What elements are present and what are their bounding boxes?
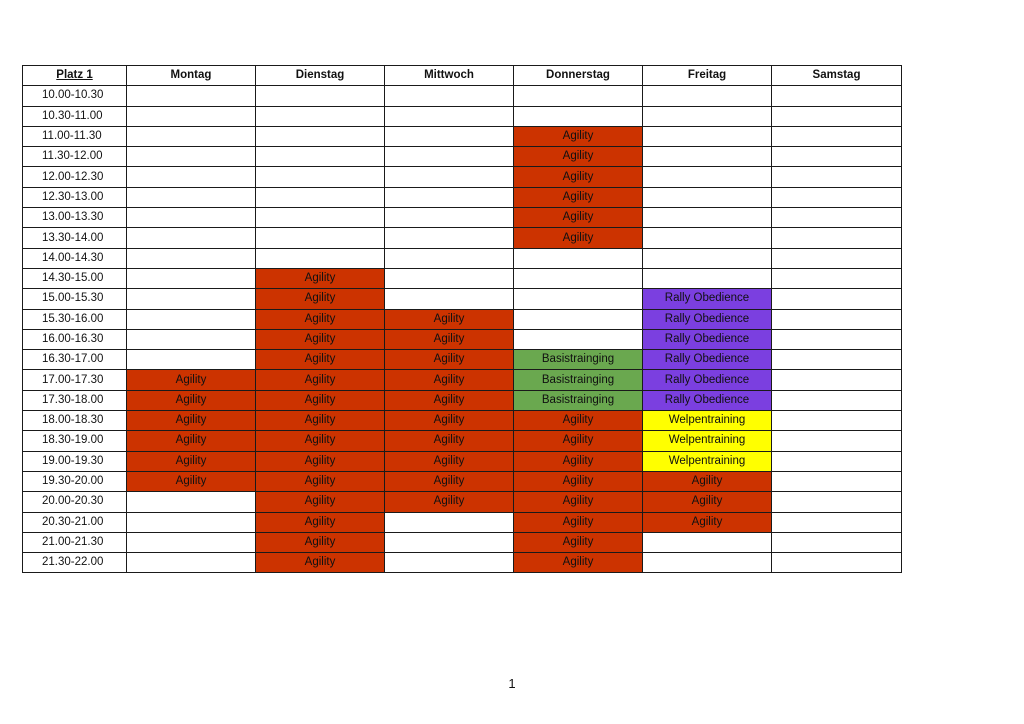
empty-cell [127, 147, 256, 167]
empty-cell [256, 208, 385, 228]
day-header-monday: Montag [127, 66, 256, 86]
empty-cell [514, 248, 643, 268]
table-row [23, 553, 902, 573]
activity-cell: Agility [127, 431, 256, 451]
table-row [23, 411, 902, 431]
time-slot: 21.30-22.00 [23, 553, 127, 573]
table-row [23, 228, 902, 248]
empty-cell [772, 147, 902, 167]
empty-cell [256, 86, 385, 106]
activity-cell: Agility [256, 268, 385, 288]
time-slot: 15.00-15.30 [23, 289, 127, 309]
activity-cell: Agility [385, 431, 514, 451]
activity-cell: Agility [514, 471, 643, 491]
empty-cell [643, 167, 772, 187]
empty-cell [772, 228, 902, 248]
activity-cell: Agility [256, 370, 385, 390]
empty-cell [772, 187, 902, 207]
activity-cell: Agility [514, 126, 643, 146]
activity-cell: Agility [256, 309, 385, 329]
activity-cell: Agility [127, 390, 256, 410]
time-slot: 12.00-12.30 [23, 167, 127, 187]
time-slot: 14.30-15.00 [23, 268, 127, 288]
empty-cell [772, 248, 902, 268]
time-slot: 18.00-18.30 [23, 411, 127, 431]
empty-cell [772, 309, 902, 329]
table-row [23, 431, 902, 451]
table-row [23, 350, 902, 370]
empty-cell [772, 492, 902, 512]
activity-cell: Agility [514, 553, 643, 573]
table-row [23, 512, 902, 532]
empty-cell [772, 208, 902, 228]
activity-cell: Agility [514, 451, 643, 471]
empty-cell [643, 208, 772, 228]
time-slot: 14.00-14.30 [23, 248, 127, 268]
table-row [23, 370, 902, 390]
empty-cell [772, 329, 902, 349]
activity-cell: Agility [256, 553, 385, 573]
empty-cell [772, 126, 902, 146]
time-slot: 11.00-11.30 [23, 126, 127, 146]
empty-cell [385, 167, 514, 187]
activity-cell: Agility [385, 329, 514, 349]
day-header-friday: Freitag [643, 66, 772, 86]
empty-cell [127, 329, 256, 349]
empty-cell [385, 532, 514, 552]
table-row [23, 167, 902, 187]
empty-cell [127, 350, 256, 370]
empty-cell [127, 532, 256, 552]
activity-cell: Basistrainging [514, 370, 643, 390]
activity-cell: Agility [256, 289, 385, 309]
table-row [23, 309, 902, 329]
activity-cell: Agility [514, 187, 643, 207]
activity-cell: Rally Obedience [643, 309, 772, 329]
table-row [23, 390, 902, 410]
time-slot: 19.00-19.30 [23, 451, 127, 471]
activity-cell: Agility [256, 329, 385, 349]
empty-cell [643, 187, 772, 207]
header-row [23, 66, 902, 86]
empty-cell [643, 268, 772, 288]
empty-cell [385, 106, 514, 126]
activity-cell: Agility [514, 167, 643, 187]
time-slot: 11.30-12.00 [23, 147, 127, 167]
activity-cell: Agility [514, 208, 643, 228]
activity-cell: Agility [127, 411, 256, 431]
activity-cell: Rally Obedience [643, 390, 772, 410]
empty-cell [643, 532, 772, 552]
activity-cell: Agility [256, 492, 385, 512]
activity-cell: Agility [643, 492, 772, 512]
empty-cell [127, 248, 256, 268]
table-row [23, 451, 902, 471]
activity-cell: Agility [385, 471, 514, 491]
day-header-tuesday: Dienstag [256, 66, 385, 86]
empty-cell [514, 86, 643, 106]
time-slot: 17.30-18.00 [23, 390, 127, 410]
day-header-saturday: Samstag [772, 66, 902, 86]
empty-cell [127, 228, 256, 248]
empty-cell [772, 350, 902, 370]
empty-cell [385, 187, 514, 207]
activity-cell: Rally Obedience [643, 289, 772, 309]
empty-cell [385, 248, 514, 268]
table-row [23, 106, 902, 126]
empty-cell [514, 289, 643, 309]
activity-cell: Agility [514, 228, 643, 248]
empty-cell [127, 187, 256, 207]
empty-cell [385, 126, 514, 146]
empty-cell [772, 390, 902, 410]
empty-cell [127, 106, 256, 126]
table-row [23, 208, 902, 228]
empty-cell [514, 268, 643, 288]
empty-cell [385, 289, 514, 309]
activity-cell: Agility [385, 350, 514, 370]
empty-cell [772, 268, 902, 288]
time-slot: 10.00-10.30 [23, 86, 127, 106]
table-row [23, 471, 902, 491]
empty-cell [256, 167, 385, 187]
empty-cell [385, 86, 514, 106]
empty-cell [385, 147, 514, 167]
empty-cell [256, 248, 385, 268]
activity-cell: Agility [385, 411, 514, 431]
page-number: 1 [508, 676, 516, 691]
empty-cell [772, 451, 902, 471]
empty-cell [127, 492, 256, 512]
activity-cell: Agility [514, 492, 643, 512]
activity-cell: Rally Obedience [643, 370, 772, 390]
empty-cell [772, 167, 902, 187]
activity-cell: Basistrainging [514, 350, 643, 370]
activity-cell: Agility [256, 411, 385, 431]
time-slot: 18.30-19.00 [23, 431, 127, 451]
activity-cell: Agility [514, 147, 643, 167]
empty-cell [127, 268, 256, 288]
activity-cell: Agility [385, 492, 514, 512]
activity-cell: Basistrainging [514, 390, 643, 410]
schedule-body [23, 86, 902, 573]
activity-cell: Agility [514, 512, 643, 532]
activity-cell: Agility [256, 451, 385, 471]
activity-cell: Agility [643, 471, 772, 491]
table-row [23, 289, 902, 309]
day-header-wednesday: Mittwoch [385, 66, 514, 86]
activity-cell: Agility [256, 532, 385, 552]
activity-cell: Agility [514, 431, 643, 451]
time-slot: 17.00-17.30 [23, 370, 127, 390]
empty-cell [385, 512, 514, 532]
empty-cell [772, 471, 902, 491]
empty-cell [256, 126, 385, 146]
empty-cell [127, 167, 256, 187]
table-row [23, 126, 902, 146]
empty-cell [772, 289, 902, 309]
empty-cell [256, 106, 385, 126]
activity-cell: Welpentraining [643, 431, 772, 451]
empty-cell [385, 228, 514, 248]
empty-cell [385, 553, 514, 573]
time-slot: 19.30-20.00 [23, 471, 127, 491]
empty-cell [514, 329, 643, 349]
empty-cell [772, 431, 902, 451]
time-slot: 13.00-13.30 [23, 208, 127, 228]
activity-cell: Agility [256, 390, 385, 410]
empty-cell [643, 86, 772, 106]
empty-cell [127, 289, 256, 309]
empty-cell [772, 370, 902, 390]
table-row [23, 147, 902, 167]
table-row [23, 86, 902, 106]
empty-cell [772, 411, 902, 431]
empty-cell [256, 147, 385, 167]
activity-cell: Agility [385, 390, 514, 410]
empty-cell [256, 187, 385, 207]
day-header-thursday: Donnerstag [514, 66, 643, 86]
time-slot: 21.00-21.30 [23, 532, 127, 552]
activity-cell: Agility [385, 451, 514, 471]
activity-cell: Agility [385, 370, 514, 390]
schedule-table [22, 65, 902, 573]
table-row [23, 329, 902, 349]
time-slot: 20.00-20.30 [23, 492, 127, 512]
empty-cell [643, 553, 772, 573]
empty-cell [127, 553, 256, 573]
empty-cell [127, 126, 256, 146]
empty-cell [772, 86, 902, 106]
activity-cell: Agility [256, 350, 385, 370]
time-slot: 12.30-13.00 [23, 187, 127, 207]
empty-cell [772, 106, 902, 126]
empty-cell [643, 106, 772, 126]
empty-cell [385, 208, 514, 228]
empty-cell [643, 126, 772, 146]
activity-cell: Agility [127, 370, 256, 390]
time-slot: 15.30-16.00 [23, 309, 127, 329]
table-row [23, 248, 902, 268]
activity-cell: Agility [514, 532, 643, 552]
empty-cell [514, 106, 643, 126]
empty-cell [514, 309, 643, 329]
activity-cell: Agility [256, 512, 385, 532]
empty-cell [127, 512, 256, 532]
empty-cell [643, 228, 772, 248]
activity-cell: Agility [256, 471, 385, 491]
activity-cell: Agility [256, 431, 385, 451]
empty-cell [127, 309, 256, 329]
time-slot: 10.30-11.00 [23, 106, 127, 126]
empty-cell [385, 268, 514, 288]
empty-cell [772, 553, 902, 573]
empty-cell [127, 86, 256, 106]
time-slot: 16.00-16.30 [23, 329, 127, 349]
empty-cell [772, 512, 902, 532]
activity-cell: Rally Obedience [643, 350, 772, 370]
table-row [23, 532, 902, 552]
activity-cell: Agility [643, 512, 772, 532]
empty-cell [643, 147, 772, 167]
activity-cell: Rally Obedience [643, 329, 772, 349]
empty-cell [127, 208, 256, 228]
empty-cell [772, 532, 902, 552]
activity-cell: Agility [127, 471, 256, 491]
empty-cell [643, 248, 772, 268]
table-row [23, 187, 902, 207]
table-row [23, 492, 902, 512]
activity-cell: Agility [514, 411, 643, 431]
activity-cell: Welpentraining [643, 411, 772, 431]
activity-cell: Agility [127, 451, 256, 471]
activity-cell: Welpentraining [643, 451, 772, 471]
activity-cell: Agility [385, 309, 514, 329]
field-label: Platz 1 [23, 66, 127, 86]
time-slot: 16.30-17.00 [23, 350, 127, 370]
time-slot: 13.30-14.00 [23, 228, 127, 248]
empty-cell [256, 228, 385, 248]
table-row [23, 268, 902, 288]
time-slot: 20.30-21.00 [23, 512, 127, 532]
